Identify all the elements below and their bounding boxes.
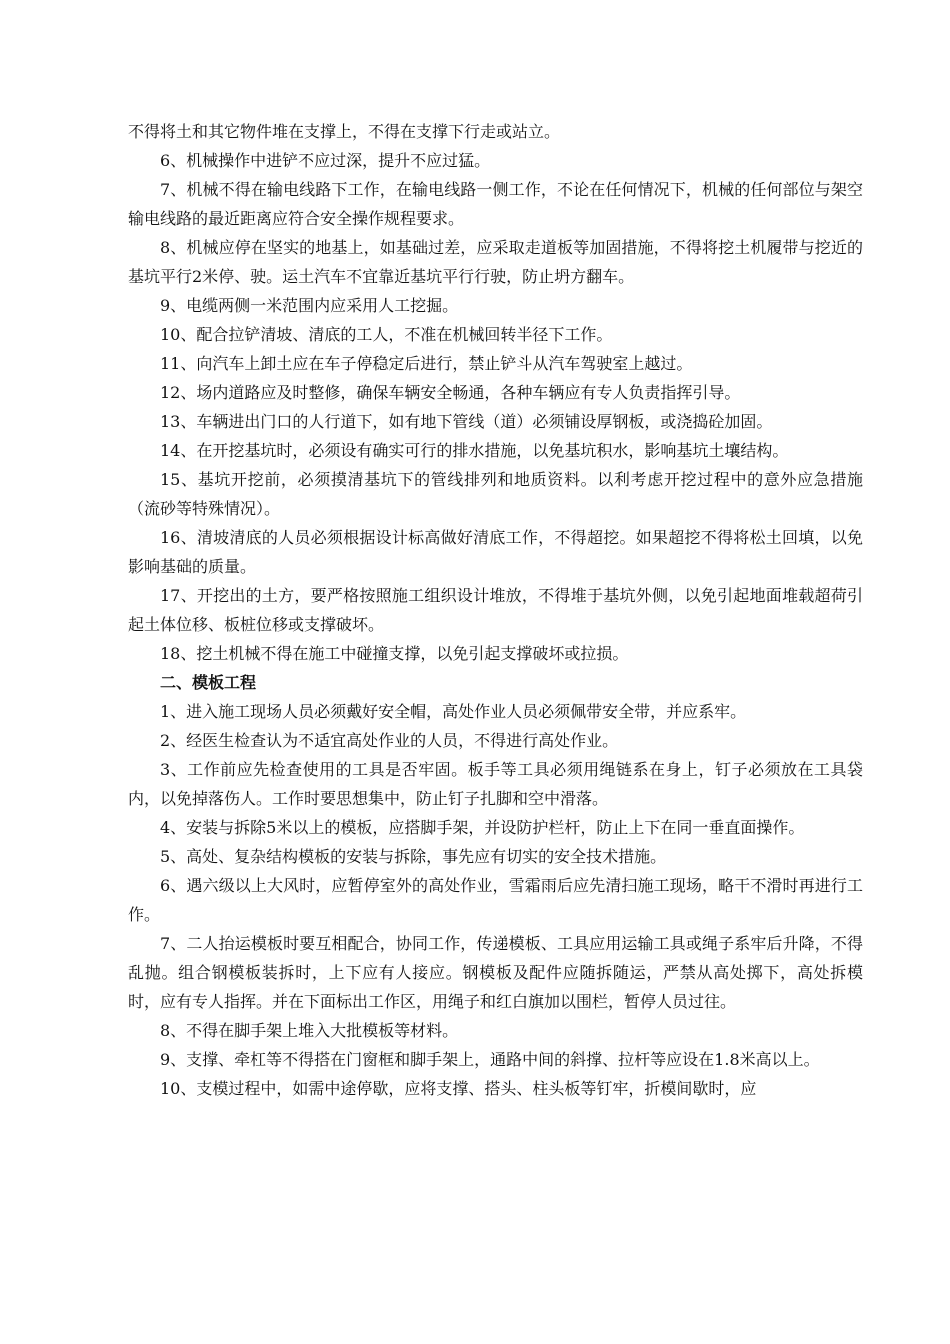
- paragraph-item-13: 13、车辆进出门口的人行道下，如有地下管线（道）必须铺设厚钢板，或浇捣砼加固。: [160, 412, 773, 431]
- paragraph-formwork-10: 10、支模过程中，如需中途停歇，应将支撑、搭头、柱头板等钉牢，折模间歇时，应: [160, 1079, 757, 1098]
- paragraph-item-8: 8、机械应停在坚实的地基上，如基础过差，应采取走道板等加固措施，不得将挖土机履带与挖近的基坑平行2米停、驶。运土汽车不宜靠近基坑平行行驶，防止坍方翻车。: [128, 238, 863, 286]
- paragraph-item-12: 12、场内道路应及时整修，确保车辆安全畅通，各种车辆应有专人负责指挥引导。: [160, 383, 741, 402]
- document-body: [128, 117, 863, 1103]
- paragraph-item-7: 7、机械不得在输电线路下工作，在输电线路一侧工作，不论在任何情况下，机械的任何部位与架空输电线路的最近距离应符合安全操作规程要求。: [128, 180, 863, 228]
- paragraph-item-17: 17、开挖出的土方，要严格按照施工组织设计堆放，不得堆于基坑外侧，以免引起地面堆载超荷引起土体位移、板桩位移或支撑破坏。: [128, 586, 863, 634]
- paragraph-formwork-3: 3、工作前应先检查使用的工具是否牢固。板手等工具必须用绳链系在身上，钉子必须放在工具袋内，以免掉落伤人。工作时要思想集中，防止钉子扎脚和空中滑落。: [128, 760, 863, 808]
- paragraph-item-9: 9、电缆两侧一米范围内应采用人工挖掘。: [160, 296, 459, 315]
- section-heading-formwork: 二、模板工程: [160, 673, 257, 692]
- paragraph-formwork-1: 1、进入施工现场人员必须戴好安全帽，高处作业人员必须佩带安全带，并应系牢。: [160, 702, 747, 721]
- paragraph-item-15: 15、基坑开挖前，必须摸清基坑下的管线排列和地质资料。以利考虑开挖过程中的意外应急措施（流砂等特殊情况）。: [128, 470, 863, 518]
- paragraph-item-11: 11、向汽车上卸土应在车子停稳定后进行，禁止铲斗从汽车驾驶室上越过。: [160, 354, 693, 373]
- paragraph-item-14: 14、在开挖基坑时，必须设有确实可行的排水措施，以免基坑积水，影响基坑土壤结构。: [160, 441, 789, 460]
- paragraph-formwork-9: 9、支撑、牵杠等不得搭在门窗框和脚手架上，通路中间的斜撑、拉杆等应设在1.8米高以上。: [160, 1050, 820, 1069]
- paragraph-formwork-2: 2、经医生检查认为不适宜高处作业的人员，不得进行高处作业。: [160, 731, 619, 750]
- paragraph-item-16: 16、清坡清底的人员必须根据设计标高做好清底工作，不得超挖。如果超挖不得将松土回填，以免影响基础的质量。: [128, 528, 863, 576]
- paragraph-formwork-6: 6、遇六级以上大风时，应暂停室外的高处作业，雪霜雨后应先清扫施工现场，略干不滑时再进行工作。: [128, 876, 863, 924]
- paragraph-formwork-7: 7、二人抬运模板时要互相配合，协同工作，传递模板、工具应用运输工具或绳子系牢后升降，不得乱抛。组合钢模板装拆时，上下应有人接应。钢模板及配件应随拆随运，严禁从高处掷下，高处拆模时，应有专人指挥。并在下面标出工作区，用绳子和红白旗加以围栏，暂停人员过往。: [128, 934, 863, 1011]
- paragraph-formwork-4: 4、安装与拆除5米以上的模板，应搭脚手架，并设防护栏杆，防止上下在同一垂直面操作。: [160, 818, 805, 837]
- paragraph-continuation: 不得将土和其它物件堆在支撑上，不得在支撑下行走或站立。: [128, 122, 561, 141]
- paragraph-item-18: 18、挖土机械不得在施工中碰撞支撑，以免引起支撑破坏或拉损。: [160, 644, 629, 663]
- paragraph-formwork-5: 5、高处、复杂结构模板的安装与拆除，事先应有切实的安全技术措施。: [160, 847, 667, 866]
- paragraph-item-6: 6、机械操作中进铲不应过深，提升不应过猛。: [160, 151, 491, 170]
- paragraph-item-10: 10、配合拉铲清坡、清底的工人，不准在机械回转半径下工作。: [160, 325, 613, 344]
- paragraph-formwork-8: 8、不得在脚手架上堆入大批模板等材料。: [160, 1021, 459, 1040]
